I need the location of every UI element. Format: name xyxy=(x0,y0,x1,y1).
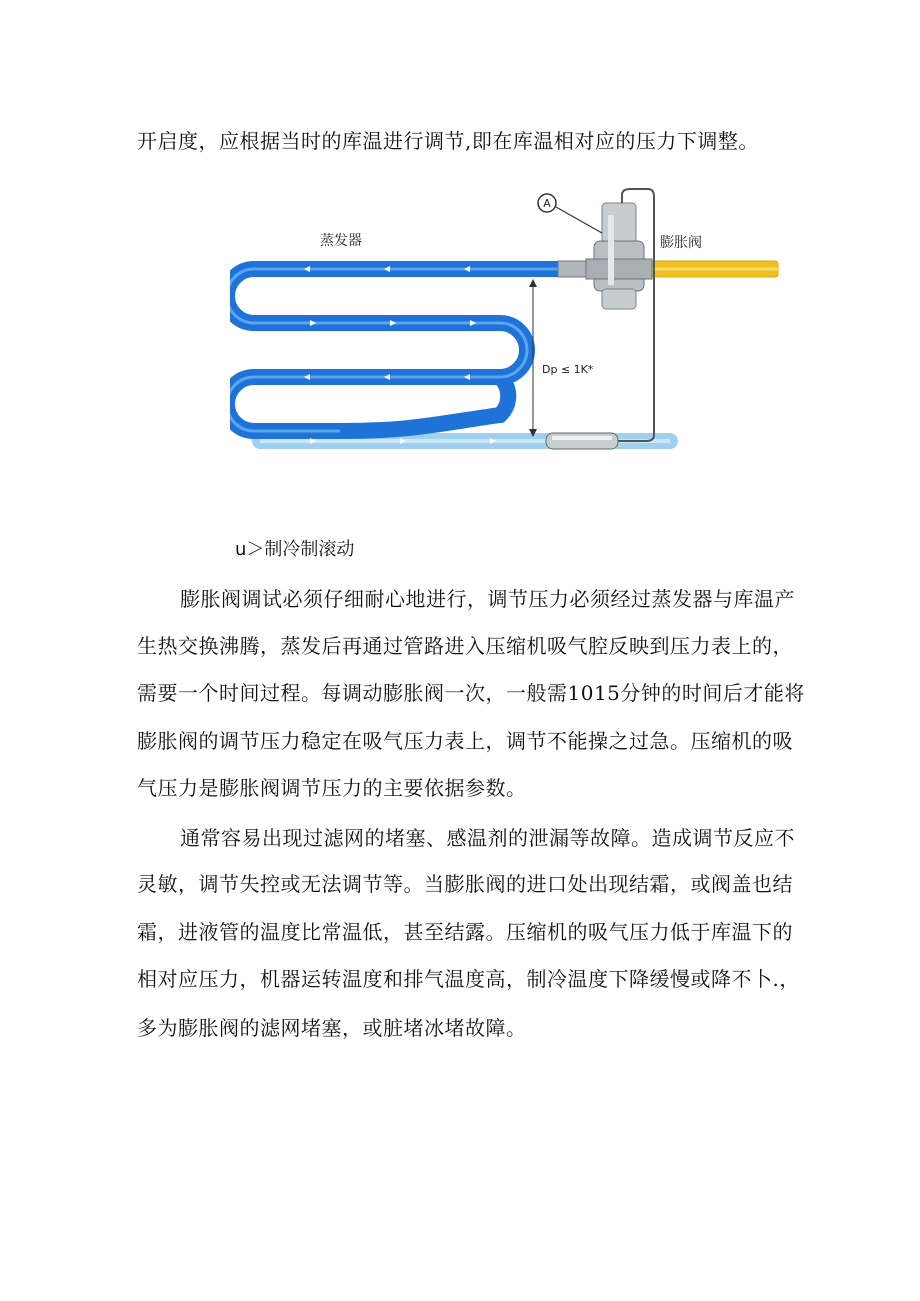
intro-line: 开启度，应根据当时的库温进行调节,即在库温相对应的压力下调整。 xyxy=(137,129,759,153)
dp-label: Dp ≤ 1K* xyxy=(542,363,594,376)
paragraph1-line: 膨胀阀调试必须仔细耐心地进行，调节压力必须经过蒸发器与库温产 xyxy=(180,587,795,611)
valve-label: 膨胀阀 xyxy=(660,235,702,251)
figure-caption: u＞制冷制滚动 xyxy=(235,539,355,560)
paragraph1-line: 膨胀阀的调节压力稳定在吸气压力表上，调节不能操之过急。压缩机的吸 xyxy=(137,729,793,753)
sensing-bulb xyxy=(546,433,618,449)
svg-text:A: A xyxy=(543,197,551,210)
paragraph2-line: 灵敏，调节失控或无法调节等。当膨胀阀的进口处出现结霜，或阀盖也结 xyxy=(137,872,793,896)
paragraph2-line: 通常容易出现过滤网的堵塞、感温剂的泄漏等故障。造成调节反应不 xyxy=(180,826,795,850)
paragraph2-line: 相对应压力，机器运转温度和排气温度高，制冷温度下降缓慢或降不卜.， xyxy=(137,967,800,991)
paragraph1-line: 气压力是膨胀阀调节压力的主要依据参数。 xyxy=(137,776,527,800)
paragraph1-line: 需要一个时间过程。每调动膨胀阀一次，一般需1015分钟的时间后才能将 xyxy=(137,681,805,705)
paragraph2-line: 多为膨胀阀的滤网堵塞，或脏堵冰堵故障。 xyxy=(137,1016,527,1040)
expansion-valve-body xyxy=(586,203,652,309)
paragraph1-line: 生热交换沸腾，蒸发后再通过管路进入压缩机吸气腔反映到压力表上的， xyxy=(137,634,793,658)
evaporator-label: 蒸发器 xyxy=(320,233,362,249)
paragraph2-line: 霜，进液管的温度比常温低，甚至结露。压缩机的吸气压力低于库温下的 xyxy=(137,920,793,944)
expansion-valve-diagram xyxy=(230,185,790,485)
